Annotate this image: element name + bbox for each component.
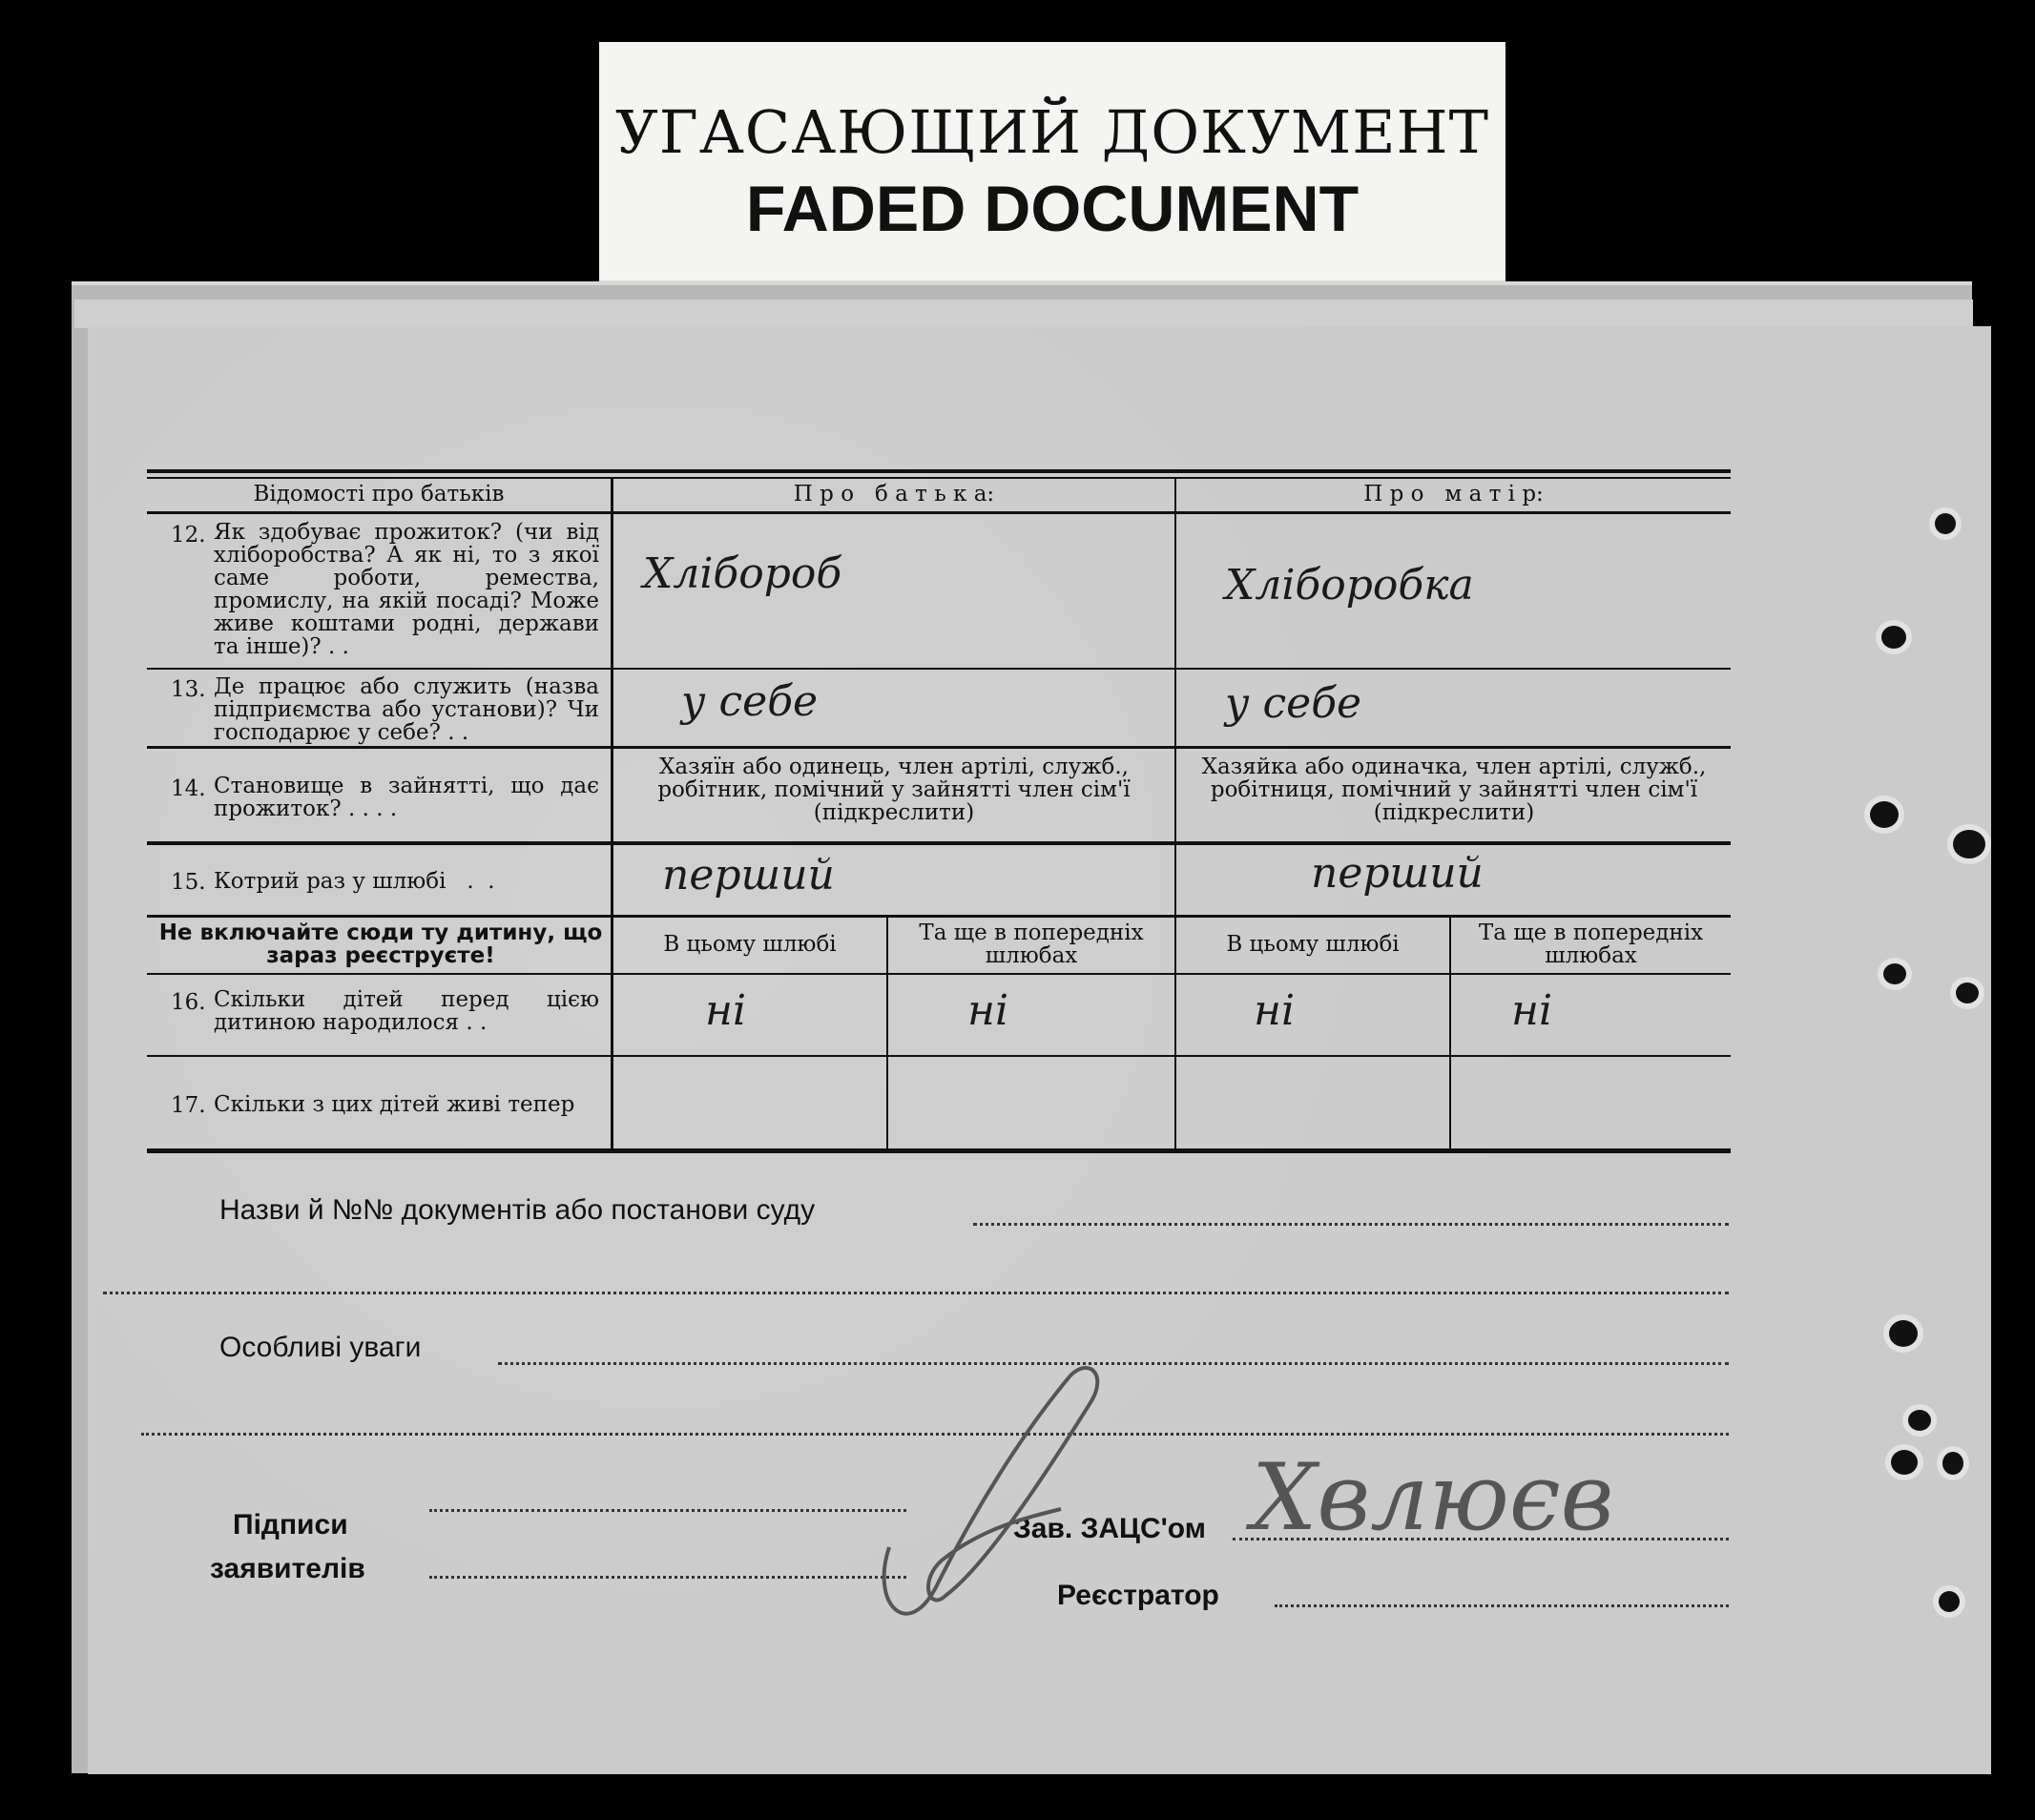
header-parents-info: Відомості про батьків: [253, 482, 505, 507]
q13-mother-answer: у себе: [1225, 679, 1362, 728]
q13-father-answer: у себе: [681, 677, 819, 726]
header-about-father: П р о б а т ь к а:: [793, 482, 995, 507]
parents-info-table: [147, 469, 1731, 1154]
signatures-label-1: Підписи: [233, 1509, 348, 1541]
mother-this-marriage-header: В цьому шлюбі: [1226, 932, 1400, 957]
punch-hole: [1870, 801, 1899, 828]
q16-number: 16.: [171, 990, 206, 1015]
children-warning: Не включайте сюди ту дитину, що зараз реєструєте!: [158, 920, 603, 968]
q16-mother-prev-answer: ні: [1511, 986, 1553, 1035]
label-english: FADED DOCUMENT: [745, 173, 1360, 245]
faded-document-label: [599, 42, 1505, 280]
remarks-label: Особливі уваги: [219, 1332, 422, 1363]
punch-hole: [1953, 830, 1985, 858]
q14-number: 14.: [171, 776, 206, 801]
q15-text: Котрий раз у шлюбі . .: [214, 869, 495, 894]
registrar-label: Реєстратор: [1057, 1580, 1219, 1611]
registrar-line: [1275, 1604, 1729, 1607]
punch-hole: [1881, 626, 1906, 649]
label-russian: УГАСАЮЩИЙ ДОКУМЕНТ: [615, 97, 1489, 167]
header-about-mother: П р о м а т і р:: [1363, 482, 1544, 507]
registrar-signature: Хвлюєв: [1252, 1444, 1614, 1551]
q14-father-options: Хазяїн або одинець, член артілі, служб., робітник, помічний у зайнятті член сім'ї (підкреслити): [657, 755, 1131, 825]
q12-number: 12.: [171, 523, 206, 548]
mother-prev-marriages-header: Та ще в попередніх шлюбах: [1478, 920, 1704, 968]
q13-number: 13.: [171, 677, 206, 702]
q14-text: Становище в зайнятті, що дає прожиток? . . . .: [214, 774, 599, 821]
punch-hole: [1935, 513, 1956, 534]
q16-text: Скільки дітей перед цією дитиною народилося . .: [214, 987, 599, 1035]
punch-hole: [1939, 1591, 1960, 1612]
zags-head-label: Зав. ЗАЦС'ом: [1013, 1513, 1206, 1544]
q16-father-this-answer: ні: [705, 986, 747, 1035]
punch-hole: [1942, 1452, 1963, 1475]
signatures-label-2: заявителів: [210, 1553, 365, 1584]
q13-text: Де працює або служить (назва підприємства або установи)? Чи господарює у себе? . .: [214, 674, 599, 745]
q12-text: Як здобуває прожиток? (чи від хліборобства? А як ні, то з якої саме роботи, ремества, промислу, на якій посаді? Може живе коштами родні, держави та інше)? . .: [214, 520, 599, 659]
q15-father-answer: перший: [662, 851, 835, 900]
q16-father-prev-answer: ні: [967, 986, 1009, 1035]
document-page: [88, 326, 1991, 1774]
back-sheet-edge: [74, 300, 1973, 328]
punch-hole: [1891, 1450, 1918, 1475]
punch-hole: [1883, 963, 1906, 984]
q14-mother-options: Хазяйка або одиначка, член артілі, служб., робітниця, помічний у зайнятті член сім'ї (підкреслити): [1201, 755, 1707, 825]
q16-mother-this-answer: ні: [1254, 986, 1296, 1035]
q15-mother-answer: перший: [1311, 849, 1484, 898]
q17-text: Скільки з цих дітей живі тепер: [214, 1092, 575, 1117]
father-this-marriage-header: В цьому шлюбі: [663, 932, 837, 957]
q15-number: 15.: [171, 870, 206, 895]
documents-line-2: [103, 1292, 1729, 1294]
father-prev-marriages-header: Та ще в попередніх шлюбах: [919, 920, 1144, 968]
punch-hole: [1908, 1410, 1931, 1431]
head-signature: [832, 1356, 1194, 1662]
q17-number: 17.: [171, 1093, 206, 1118]
q12-father-answer: Хлібороб: [643, 549, 842, 598]
punch-hole: [1956, 982, 1979, 1003]
documents-line: [973, 1223, 1729, 1226]
documents-label: Назви й №№ документів або постанови суду: [219, 1194, 816, 1226]
q12-mother-answer: Хліборобка: [1225, 561, 1474, 610]
punch-hole: [1889, 1320, 1918, 1347]
